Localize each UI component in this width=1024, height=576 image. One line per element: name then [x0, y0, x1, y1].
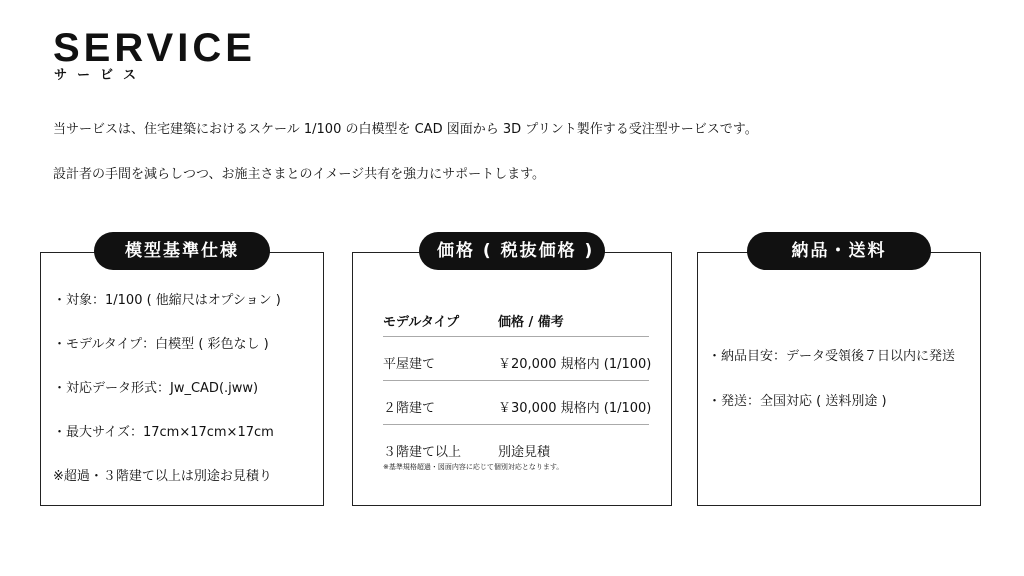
page-title: SERVICE [53, 26, 256, 70]
intro-paragraph-1: 当サービスは、住宅建築におけるスケール 1/100 の白模型を CAD 図面から 3D プリント製作する受注型サービスです。 [53, 122, 758, 137]
price-card [352, 241, 672, 506]
spec-item-note: ※超過・３階建て以上は別途お見積り [53, 469, 272, 484]
page-subtitle: サービス [54, 68, 147, 83]
spec-list [53, 293, 317, 513]
row-price: ￥30,000 規格内 (1/100) [498, 401, 652, 416]
header-model-type: モデルタイプ [383, 315, 460, 330]
price-footnote: ※基準規格超過・図面内容に応じて個別対応となります。 [383, 463, 564, 471]
table-row [383, 425, 649, 465]
row-model-type: ３階建て以上 [383, 445, 462, 460]
price-table-header [383, 311, 649, 337]
row-model-type: ２階建て [383, 401, 436, 416]
table-row [383, 381, 652, 425]
table-row [383, 337, 652, 381]
delivery-list [708, 349, 978, 439]
spec-card-title: 模型基準仕様 [94, 232, 270, 270]
row-model-type: 平屋建て [383, 357, 436, 372]
delivery-item-lead-time: ・納品目安：データ受領後７日以内に発送 [708, 349, 956, 364]
delivery-card [697, 241, 981, 506]
spec-item-max-size: ・最大サイズ：17cm×17cm×17cm [53, 425, 274, 440]
spec-item-model-type: ・モデルタイプ：白模型 ( 彩色なし ) [53, 337, 269, 352]
spec-card [40, 241, 324, 506]
spec-item-target: ・対象：1/100 ( 他縮尺はオプション ) [53, 293, 281, 308]
delivery-item-shipping: ・発送：全国対応 ( 送料別途 ) [708, 394, 887, 409]
spec-item-data-format: ・対応データ形式：Jw_CAD(.jww) [53, 381, 259, 396]
price-card-title: 価格 ( 税抜価格 ) [419, 232, 605, 270]
header-price-note: 価格 / 備考 [498, 315, 564, 330]
price-table [383, 311, 652, 465]
row-price: ￥20,000 規格内 (1/100) [498, 357, 652, 372]
intro-paragraph-2: 設計者の手間を減らしつつ、お施主さまとのイメージ共有を強力にサポートします。 [53, 167, 546, 182]
delivery-card-title: 納品・送料 [747, 232, 931, 270]
row-price: 別途見積 [498, 445, 551, 460]
